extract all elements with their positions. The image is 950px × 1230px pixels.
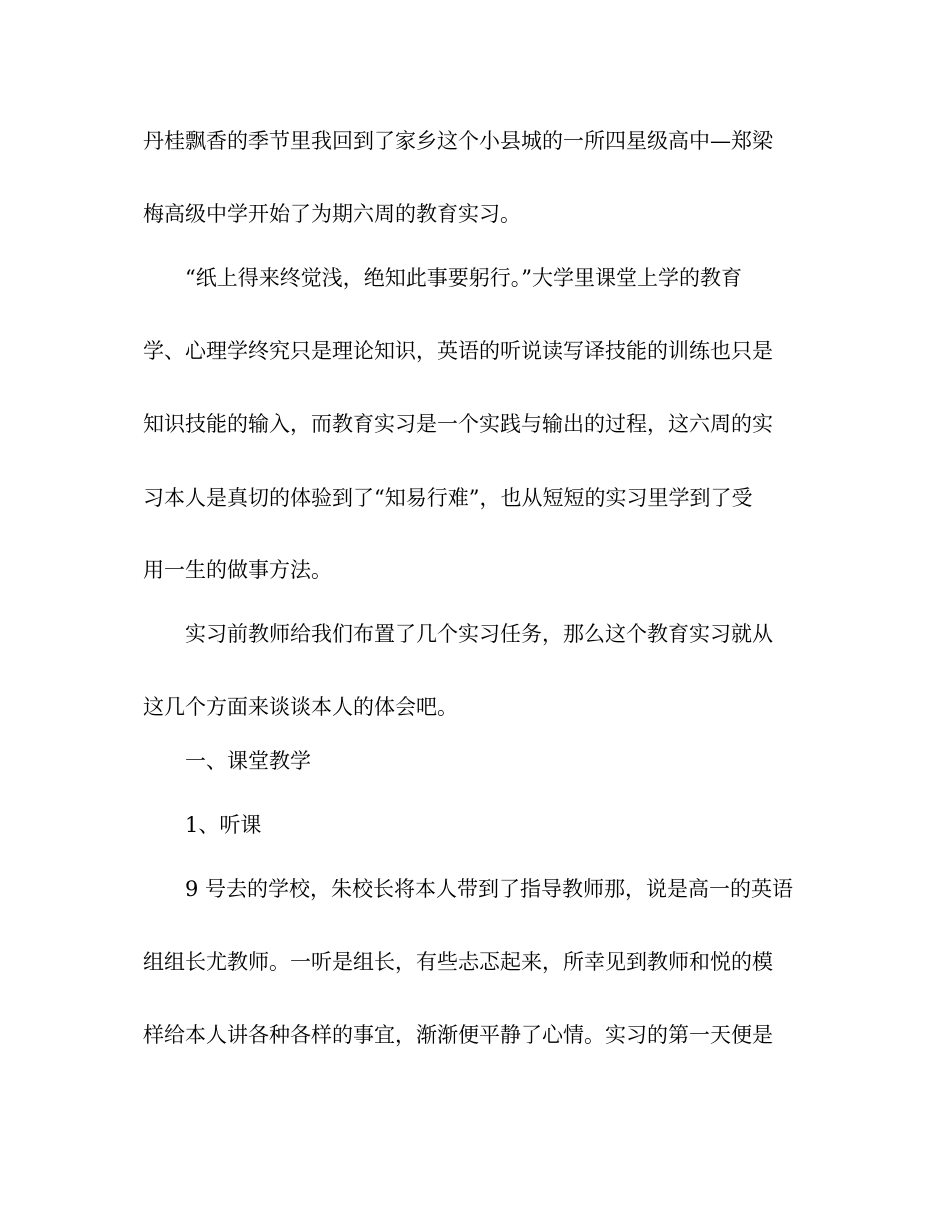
paragraph-line: 丹桂飘香的季节里我回到了家乡这个小县城的一所四星级高中—郑梁: [143, 129, 773, 153]
paragraph-line: 组组长尤教师。一听是组长，有些忐忑起来，所幸见到教师和悦的模: [143, 950, 773, 974]
paragraph-line: 知识技能的输入，而教育实习是一个实践与输出的过程，这六周的实: [143, 412, 773, 436]
paragraph-line: 梅高级中学开始了为期六周的教育实习。: [143, 202, 521, 226]
paragraph-line: 学、心理学终究只是理论知识，英语的听说读写译技能的训练也只是: [143, 339, 773, 363]
paragraph-line: “纸上得来终觉浅，绝知此事要躬行。”大学里课堂上学的教育: [185, 266, 742, 290]
section-heading: 一、课堂教学: [185, 749, 311, 773]
subsection-heading: 1、听课: [185, 813, 262, 837]
paragraph-line: 样给本人讲各种各样的事宜，渐渐便平静了心情。实习的第一天便是: [143, 1023, 773, 1047]
paragraph-line: 用一生的做事方法。: [143, 558, 332, 582]
paragraph-line: 这几个方面来谈谈本人的体会吧。: [143, 695, 458, 719]
paragraph-line: 9 号去的学校，朱校长将本人带到了指导教师那，说是高一的英语: [185, 877, 794, 901]
paragraph-line: 实习前教师给我们布置了几个实习任务，那么这个教育实习就从: [185, 622, 773, 646]
paragraph-line: 习本人是真切的体验到了“知易行难”，也从短短的实习里学到了受: [143, 486, 753, 510]
